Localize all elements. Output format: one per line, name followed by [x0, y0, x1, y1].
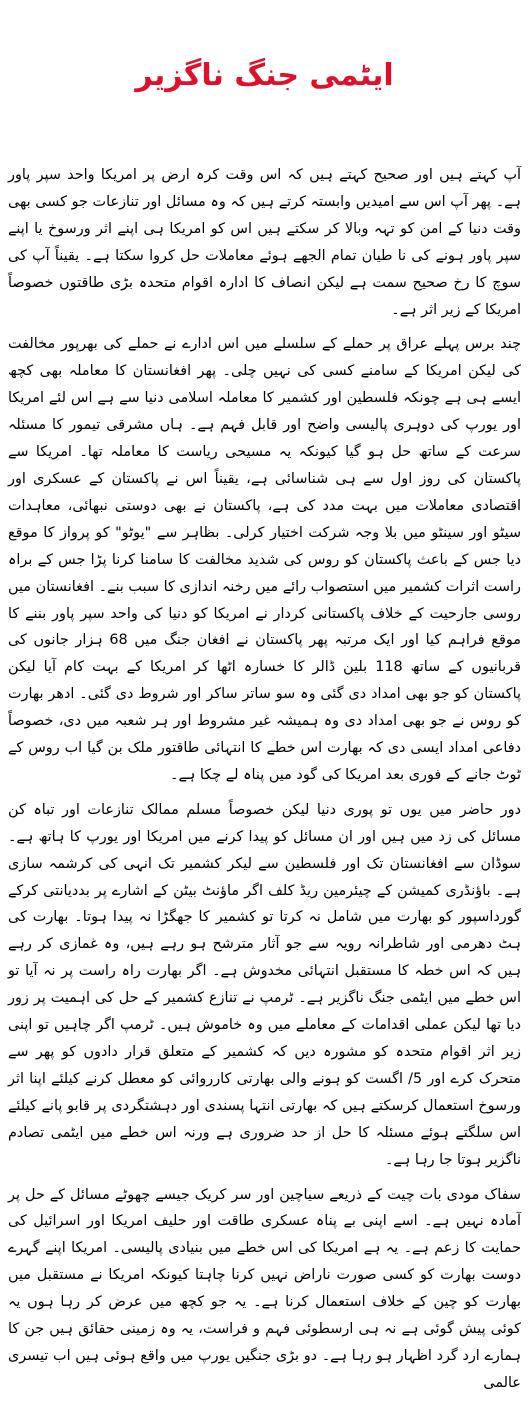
article-paragraph-1: آپ کہتے ہیں اور صحیح کہتے ہیں کہ اس وقت کرہ ارض پر امریکا واحد سپر پاور ہے۔ پھر آپ اس سے امیدیں وابستہ کرتے ہیں کہ وہ مسائل اور تنازعات جو کسی بھی وقت دنیا کے امن کو تہہ وبالا کر سکتے ہیں اس کو امریکا ہی اپنے اثر ورسوخ یا اپنے سپر پاور ہونے کی نا طیان تمام الجھے ہوئے معاملات حل کروا سکتا ہے۔ یقیناً آپ کی سوچ کا رخ صحیح سمت ہے لیکن انصاف کا ادارہ اقوام متحدہ بڑی طاقتوں خصوصاً امریکا کے زیر اثر ہے۔	[8, 167, 521, 318]
article-paragraph-2: چند برس پہلے عراق پر حملے کے سلسلے میں اس ادارے نے حملے کی بھرپور مخالفت کی لیکن امریکا کے سامنے کسی کی نہیں چلی۔ پھر افغانستان کا معاملہ بھی کچھ ایسے ہی ہے چونکہ فلسطین اور کشمیر کا معاملہ اسلامی دنیا سے ہے اس لئے امریکا اور یورپ کی دوہری پالیسی واضح اور قابل فہم ہے۔ ہاں مشرقی تیمور کا مسئلہ سرعت کے ساتھ حل ہو گیا کیونکہ یہ مسیحی ریاست کا معاملہ تھا۔ امریکا سے پاکستان کی روز اول سے ہی شناسائی ہے، یقیناً اس نے پاکستان کے عسکری اور اقتصادی معاملات میں بہت مدد کی ہے، پاکستان نے بھی دوستی نبھائی، معاہدات سیٹو اور سینٹو میں بلا وجہ شرکت اختیار کرلی۔ بظاہر سے "یوٹو" کو پرواز کا موقع دیا جس کے باعث پاکستان کو روس کی شدید مخالفت کا سامنا کرنا پڑا جس کے براہ راست اثرات کشمیر میں استصواب رائے میں رخنہ اندازی کا سبب بنے۔ افغانستان میں روسی جارحیت کے خلاف پاکستانی کردار نے امریکا کو دنیا کی واحد سپر پاور بننے کا موقع فراہم کیا اور ایک مرتبہ پھر پاکستان نے افغان جنگ میں 68 ہزار جانوں کی قربانیوں کے ساتھ 118 بلین ڈالر کا خسارہ اٹھا کر امریکا کے بہت کام آیا لیکن پاکستان کو جو بھی امداد دی گئی وہ سو ساتر ساکر اور شروط دی گئی۔ ادھر بھارت کو روس نے جو بھی امداد دی وہ ہمیشہ غیر مشروط اور ہر شعبہ میں دی، خصوصاً دفاعی امداد ایسی دی کہ بھارت اس خطے کا انتہائی طاقتور ملک بن گیا اب روس کے ٹوٹ جانے کے فوری بعد امریکا کی گود میں پناہ لے چکا ہے۔	[8, 336, 521, 783]
article-body	[8, 162, 521, 1405]
article-paragraph-3: دور حاضر میں یوں تو پوری دنیا لیکن خصوصاً مسلم ممالک تنازعات اور تباہ کن مسائل کی زد میں ہیں اور ان مسائل کو پیدا کرنے میں امریکا اور یورپ کا ہاتھ ہے۔ سوڈان سے افغانستان تک اور فلسطین سے لیکر کشمیر تک انہی کی کرشمہ سازی ہے۔ باؤنڈری کمیشن کے چیئرمین ریڈ کلف اگر ماؤنٹ بیٹن کے اشارے پر بددیانتی کرکے گورداسپور کو بھارت میں شامل نہ کرتا تو کشمیر کا جھگڑا نہ پیدا ہوتا۔ بھارت کی ہٹ دھرمی اور شاطرانہ رویہ سے جو آثار مترشح ہو رہے ہیں، وہ غمازی کر رہے ہیں کہ اس خطہ کا مستقبل انتہائی مخدوش ہے۔ اگر بھارت راہ راست پر نہ آیا تو اس خطے میں ایٹمی جنگ ناگزیر ہے۔ ٹرمپ نے تنازع کشمیر کے حل کی اہمیت پر زور دیا تھا لیکن عملی اقدامات کے معاملے میں وہ خاموش ہیں۔ ٹرمپ اگر چاہیں تو اپنی زیر اثر اقوام متحدہ کو مشورہ دیں کہ کشمیر کے متعلق قرار دادوں کو پھر سے متحرک کرے اور 5/ اگست کو ہونے والی بھارتی کارروائی کو معطل کرنے کیلئے اپنا اثر ورسوخ استعمال کرسکتے ہیں کہ بھارتی انتہا پسندی اور دہشتگردی پر قابو پانے کیلئے اس سلگتے ہوئے مسئلہ کا حل از حد ضروری ہے ورنہ اس خطے میں ایٹمی تصادم ناگزیر ہوتا جا رہا ہے۔	[8, 801, 521, 1168]
article-title: ایٹمی جنگ ناگزیر	[135, 58, 394, 94]
article-paragraph-4: سفاک مودی بات چیت کے ذریعے سیاچین اور سر کریک جیسے چھوٹے مسائل کے حل پر آمادہ نہیں ہے۔ اسے اپنی بے پناہ عسکری طاقت اور حلیف امریکا اور اسرائیل کی حمایت کا زعم ہے۔ یہ ہے امریکا کی اس خطے میں بنیادی پالیسی۔ امریکا اپنے گہرے دوست بھارت کو کسی صورت ناراض نہیں کرنا چاہتا کیونکہ امریکا نے مستقبل میں بھارت کو چین کے خلاف استعمال کرنا ہے۔ یہ جو کچھ میں عرض کر رہا ہوں یہ کوئی پیش گوئی ہے نہ ہی ارسطوئی فہم و فراست، یہ وہ زمینی حقائق ہیں جن کا ہمارے ارد گرد اظہار ہو رہا ہے۔ دو بڑی جنگیں یورپ میں واقع ہوئی ہیں اب تیسری عالمی	[8, 1186, 521, 1391]
